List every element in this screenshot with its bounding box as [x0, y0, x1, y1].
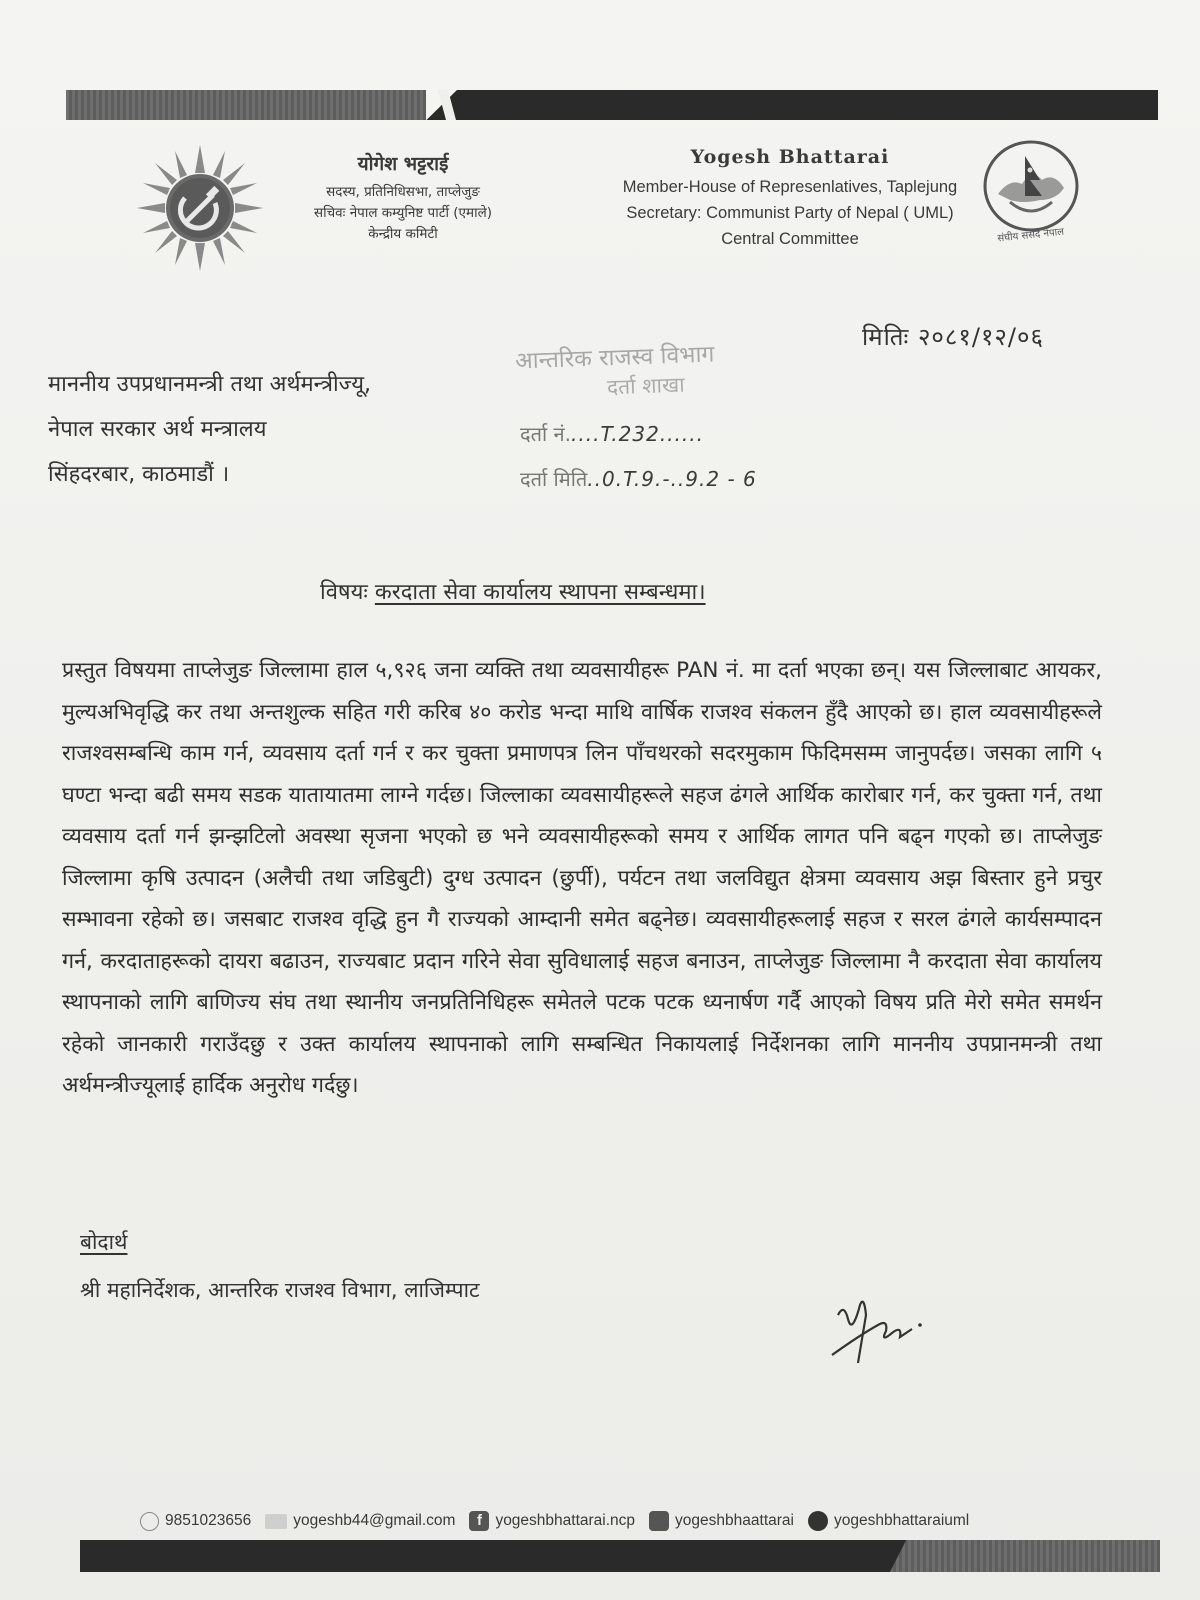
subject-text: करदाता सेवा कार्यालय स्थापना सम्बन्धमा। — [374, 580, 706, 605]
phone-text: 9851023656 — [165, 1512, 252, 1529]
emblem-text: संघीय संसद नेपाल — [996, 226, 1065, 244]
author-name-np: योगेश भट्टराई — [357, 153, 449, 175]
cc-label: बोदार्थ — [80, 1230, 128, 1254]
phone-icon — [140, 1512, 159, 1531]
footer-contacts — [140, 1508, 1100, 1534]
nepal-emblem-icon — [980, 138, 1082, 244]
signature — [830, 1285, 940, 1375]
addressee-line: माननीय उपप्रधानमन्त्री तथा अर्थमन्त्रीज्यू, — [48, 372, 372, 397]
footer-phone[interactable] — [140, 1512, 251, 1531]
twitter-icon — [649, 1511, 669, 1531]
letter-date: मितिः २०८१/१२/०६ — [862, 323, 1044, 351]
addressee-line: सिंहदरबार, काठमाडौं । — [48, 462, 230, 487]
stamp-section: दर्ता शाखा — [606, 372, 685, 400]
footer-tiktok[interactable] — [808, 1511, 969, 1531]
cc-recipient: श्री महानिर्देशक, आन्तरिक राजश्व विभाग, लाजिम्पाट — [80, 1278, 480, 1302]
hammer-sickle-icon — [135, 143, 265, 273]
facebook-icon: f — [469, 1511, 489, 1531]
author-title-en: Member-House of Represenlatives, Taplejung — [622, 178, 958, 196]
registration-number — [520, 420, 704, 447]
reg-date-value: ..0.T.9.-..9.2 - 6 — [587, 467, 757, 491]
email-text: yogeshb44@gmail.com — [293, 1512, 456, 1529]
addressee-line: नेपाल सरकार अर्थ मन्त्रालय — [48, 417, 267, 442]
author-title-np: सदस्य, प्रतिनिधिसभा, ताप्लेजुङ — [326, 184, 480, 200]
letterhead-english — [600, 146, 980, 252]
author-name-en: Yogesh Bhattarai — [690, 146, 890, 168]
letterhead-nepali — [268, 150, 538, 245]
header-bar — [66, 90, 1158, 120]
twitter-text: yogeshbhaattarai — [675, 1512, 794, 1529]
tiktok-text: yogeshbhattaraiuml — [833, 1512, 970, 1529]
registration-date — [520, 465, 757, 492]
footer-bar — [80, 1540, 1160, 1572]
reg-no-value: ....T.232...... — [571, 422, 704, 446]
reg-no-label: दर्ता नं. — [520, 422, 572, 446]
addressee-block — [48, 362, 371, 497]
footer-twitter[interactable] — [649, 1511, 794, 1531]
author-title-en: Central Committee — [721, 230, 859, 248]
facebook-text: yogeshbhattarai.ncp — [495, 1512, 636, 1529]
author-title-np: केन्द्रीय कमिटी — [368, 226, 438, 242]
subject-label: विषयः — [320, 580, 368, 605]
author-title-en: Secretary: Communist Party of Nepal ( UML) — [626, 204, 954, 222]
footer-email[interactable] — [265, 1512, 455, 1530]
registration-stamp — [515, 340, 875, 510]
reg-date-label: दर्ता मिति — [520, 467, 588, 491]
stamp-department: आन्तरिक राजस्व विभाग — [514, 341, 715, 375]
subject-line — [320, 576, 706, 606]
tiktok-icon — [808, 1511, 828, 1531]
footer-facebook[interactable] — [469, 1511, 635, 1531]
mail-icon — [265, 1514, 287, 1529]
author-title-np: सचिवः नेपाल कम्युनिष्ट पार्टी (एमाले) — [313, 205, 493, 221]
letter-body: प्रस्तुत विषयमा ताप्लेजुङ जिल्लामा हाल ५,९२६ जना व्यक्ति तथा व्यवसायीहरू PAN नं. मा दर्ता भएका छन्। यस जिल्लाबाट आयकर, मुल्यअभिवृद्धि कर तथा अन्तशुल्क सहित गरी करिब ४० करोड भन्दा माथि वार्षिक राजश्व संकलन हुँदै आएको छ। हाल व्यवसायीहरूले राजश्वसम्बन्धि काम गर्न, व्यवसाय दर्ता गर्न र कर चुक्ता प्रमाणपत्र लिन पाँचथरको सदरमुकाम फिदिमसम्म जानुपर्दछ। जसका लागि ५ घण्टा भन्दा बढी समय सडक यातायातमा लाग्ने गर्दछ। जिल्लाका व्यवसायीहरूले सहज ढंगले आर्थिक कारोबार गर्न, कर चुक्ता गर्न, तथा व्यवसाय दर्ता गर्न झन्झटिलो अवस्था सृजना भएको छ भने व्यवसायीहरूको समय र आर्थिक लागत पनि बढ्न गएको छ। ताप्लेजुङ जिल्लामा कृषि उत्पादन (अलैची तथा जडिबुटी) दुग्ध उत्पादन (छुर्पी), पर्यटन तथा जलविद्युत क्षेत्रमा व्यवसाय अझ बिस्तार हुने प्रचुर सम्भावना रहेको छ। जसबाट राजश्व वृद्धि हुन गै राज्यको आम्दानी समेत बढ्नेछ। व्यवसायीहरूलाई सहज र सरल ढंगले कार्यसम्पादन गर्न, करदाताहरूको दायरा बढाउन, राज्यबाट प्रदान गरिने सेवा सुविधालाई सहज बनाउन, ताप्लेजुङ जिल्लामा नै करदाता सेवा कार्यालय स्थापनाको लागि बाणिज्य संघ तथा स्थानीय जनप्रतिनिधिहरू समेतले पटक पटक ध्यनार्षण गर्दै आएको विषय प्रति मेरो समेत समर्थन रहेको जानकारी गराउँदछु र उक्त कार्यालय स्थापनाको लागि सम्बन्धित निकायलाई निर्देशनका लागि माननीय उपप्रानमन्त्री तथा अर्थमन्त्रीज्यूलाई हार्दिक अनुरोध गर्दछु। — [62, 658, 1102, 1098]
